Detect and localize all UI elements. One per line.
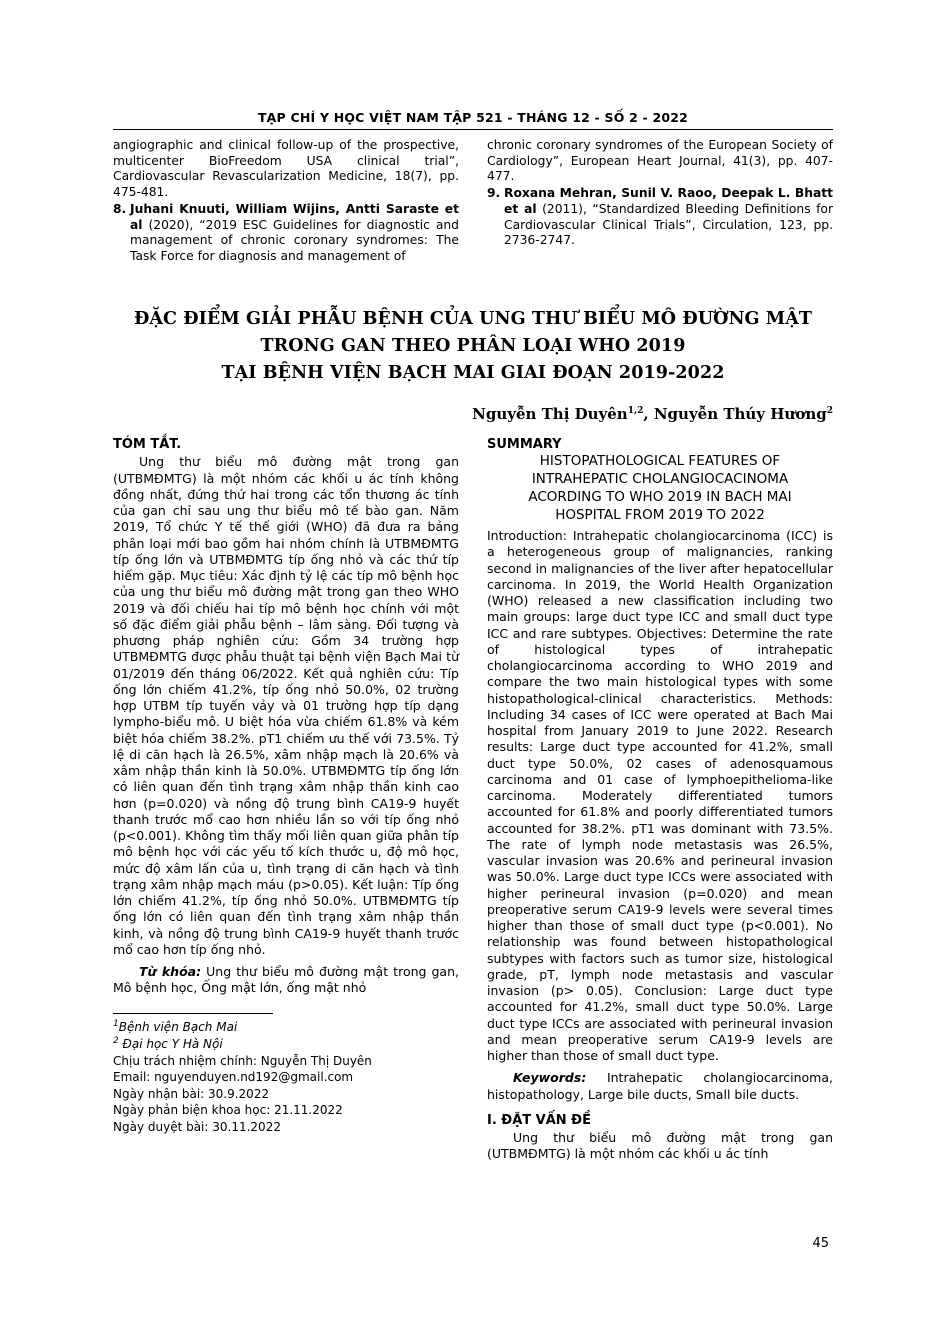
- section-intro-text: Ung thư biểu mô đường mật trong gan (UTBMĐMTG) là một nhóm các khối u ác tính: [487, 1129, 833, 1162]
- article-title-line-3: TẠI BỆNH VIỆN BẠCH MAI GIAI ĐOẠN 2019-2022: [221, 363, 725, 384]
- affiliation-1: [113, 1018, 459, 1036]
- abstract-en-body: [487, 528, 833, 1103]
- responsible-author: Chịu trách nhiệm chính: Nguyễn Thị Duyên: [113, 1053, 372, 1068]
- reference-continued: angiographic and clinical follow-up of the prospective, multicenter BioFreedom USA clinical trial”, Cardiovascular Revascularization Medicine, 18(7), pp. 475-481.: [113, 138, 459, 200]
- article-title: [113, 306, 833, 387]
- english-title-line-2: INTRAHEPATIC CHOLANGIOCACINOMA: [531, 471, 789, 488]
- reference-number: 9.: [487, 186, 501, 201]
- reference-continued: chronic coronary syndromes of the European Society of Cardiology”, European Heart Journal, 41(3), pp. 407-477.: [487, 138, 833, 184]
- running-head: TẠP CHÍ Y HỌC VIỆT NAM TẬP 521 - THÁNG 12 - SỐ 2 - 2022: [257, 110, 689, 125]
- author-1-name: Nguyễn Thị Duyên: [472, 405, 628, 424]
- english-title: [487, 453, 833, 525]
- affiliation-1-marker: 1: [113, 1018, 119, 1029]
- keywords-en-label: Keywords:: [513, 1070, 587, 1086]
- abstract-vi-body: [113, 454, 459, 996]
- page-number: 45: [812, 1236, 829, 1251]
- footnotes: [113, 1013, 459, 1136]
- reviewed-date: Ngày phản biện khoa học: 21.11.2022: [113, 1103, 343, 1118]
- received-date: Ngày nhận bài: 30.9.2022: [113, 1086, 270, 1101]
- article-title-line-2: TRONG GAN THEO PHÂN LOẠI WHO 2019: [260, 336, 686, 356]
- references-left-column: [113, 138, 459, 266]
- keywords-vi-text: Ung thư biểu mô đường mật trong gan, Mô bệnh học, Ống mật lớn, ống mật nhỏ: [113, 964, 459, 996]
- reference-authors: Juhani Knuuti, William Wijins, Antti Saraste et al: [130, 201, 459, 232]
- affiliation-2-text: Đại học Y Hà Nội: [118, 1037, 223, 1052]
- references-right-column: [487, 138, 833, 266]
- contact-email: Email: nguyenduyen.nd192@gmail.com: [113, 1070, 354, 1085]
- footnote-rule: [113, 1013, 273, 1014]
- reference-number: 8.: [113, 201, 127, 216]
- reference-rest: (2020), “2019 ESC Guidelines for diagnostic and management of chronic coronary syndromes: The Task Force for diagnosis and management of: [130, 217, 459, 264]
- english-title-line-3: ACORDING TO WHO 2019 IN BACH MAI: [528, 489, 792, 506]
- section-heading-intro: I. ĐẶT VẤN ĐỀ: [487, 1112, 591, 1128]
- reference-item: [487, 186, 833, 249]
- reference-authors: Roxana Mehran, Sunil V. Raoo, Deepak L. Bhatt et al: [504, 186, 833, 216]
- keywords-en: [487, 1070, 833, 1103]
- author-2-affiliation-marker: 2: [826, 406, 833, 417]
- abstract-en-paragraph: Introduction: Intrahepatic cholangiocarcinoma (ICC) is a heterogeneous group of malignancies, ranking second in malignancies of the liver after hepatocellular carcinoma. In 2019, the World Health Organization (WHO) released a new classification including two main groups: large duct type ICC and small duct type ICC and rare subtypes. Objectives: Determine the rate of histological types of intrahepatic cholangiocarcinoma according to WHO 2019 and compare the two main histological types with some histopathological-clinical characteristics. Methods: Including 34 cases of ICC were operated at Bach Mai hospital from January 2019 to June 2022. Research results: Large duct type accounted for 41.2%, small duct type 50.0%, 02 cases of adenosquamous carcinoma and 01 case of lymphoepithelioma-like carcinoma. Moderately differentiated tumors accounted for 61.8% and poorly differentiated tumors accounted for 38.2%. pT1 was dominant with 73.5%. The rate of lymph node metastasis was 26.5%, vascular invasion was 20.6% and perineural invasion was 50.0%. Large duct type ICCs were associated with higher perineural invasion (p=0.020) and mean preoperative serum CA19-9 levels were several times higher than those of small duct type (p<0.001). No relationship was found between histopathological subtypes with factors such as tumor size, histological grade, pT, lymph node metastasis and vascular invasion (p> 0.05). Conclusion: Large duct type accounted for 41.2%, small duct type 50.0%. Large duct type ICCs are associated with perineural invasion and mean preoperative serum CA19-9 levels are higher than those of small duct type.: [487, 528, 833, 1064]
- header-rule: [113, 129, 833, 130]
- article-title-line-1: ĐẶC ĐIỂM GIẢI PHẪU BỆNH CỦA UNG THƯ BIỂU MÔ ĐƯỜNG MẬT: [133, 308, 813, 329]
- abstract-vi-paragraph: Ung thư biểu mô đường mật trong gan (UTBMĐMTG) là một nhóm các khối u ác tính không đồng nhất, đứng thứ hai trong các tổn thương ác tính của gan chỉ sau ung thư biểu mô tế bào gan. Năm 2019, Tổ chức Y tế thế giới (WHO) đã đưa ra bảng phân loại mới bao gồm hai nhóm chính là UTBMĐMTG típ ống lớn và UTBMĐMTG típ ống nhỏ và các thứ típ hiếm gặp. Mục tiêu: Xác định tỷ lệ các típ mô bệnh học của ung thư biểu mô đường mật trong gan theo WHO 2019 và đối chiếu hai típ mô bệnh học chính với một số đặc điểm giải phẫu bệnh – lâm sàng. Đối tượng và phương pháp nghiên cứu: Gồm 34 trường hợp UTBMĐMTG được phẫu thuật tại bệnh viện Bạch Mai từ 01/2019 đến tháng 06/2022. Kết quả nghiên cứu: Típ ống lớn chiếm 41.2%, típ ống nhỏ 50.0%, 02 trường hợp UTBM típ tuyến vảy và 01 trường hợp típ dạng lympho-biểu mô. U biệt hóa vừa chiếm 61.8% và kém biệt hóa chiếm 38.2%. pT1 chiếm ưu thế với 73.5%. Tỷ lệ di căn hạch là 26.5%, xâm nhập mạch là 20.6% và xâm nhập thần kinh là 50.0%. UTBMĐMTG típ ống lớn có liên quan đến tình trạng xâm nhập thần kinh cao hơn (p=0.020) và nồng độ trung bình CA19-9 huyết thanh trước mổ cao hơn nhiều lần so với típ ống nhỏ (p<0.001). Không tìm thấy mối liên quan giữa phân típ mô bệnh học với các yếu tố kích thước u, độ mô học, mức độ xâm lấn của u, tình trạng di căn hạch và tình trạng xâm nhập mạch máu (p>0.05). Kết luận: Típ ống lớn chiếm 41.2%, típ ống nhỏ 50.0%. UTBMĐMTG típ ống lớn có liên quan đến tình trạng xâm nhập thần kinh, và nồng độ trung bình CA19-9 huyết thanh trước mổ cao hơn típ ống nhỏ.: [113, 454, 459, 957]
- affiliation-2: [113, 1035, 459, 1053]
- abstract-vi-column: [113, 437, 459, 1162]
- author-separator: ,: [643, 405, 654, 424]
- abstract-en-column: [487, 437, 833, 1162]
- keywords-en-text: Intrahepatic cholangiocarcinoma, histopathology, Large bile ducts, Small bile ducts.: [487, 1070, 833, 1102]
- affiliation-1-text: Bệnh viện Bạch Mai: [118, 1019, 238, 1034]
- reference-rest: (2011), “Standardized Bleeding Definitions for Cardiovascular Clinical Trials”, Circulation, 123, pp. 2736-2747.: [504, 201, 834, 248]
- page-content: [113, 110, 833, 1162]
- reference-text: [130, 202, 459, 265]
- author-1-affiliation-marker: 1,2: [627, 406, 644, 417]
- abstract-columns: [113, 437, 833, 1162]
- keywords-vi: [113, 964, 459, 997]
- english-title-line-4: HOSPITAL FROM 2019 TO 2022: [555, 507, 765, 524]
- abstract-vi-heading: TÓM TẮT.: [113, 437, 182, 453]
- affiliation-2-marker: 2: [113, 1036, 119, 1047]
- references-section: [113, 138, 833, 266]
- author-list: [113, 405, 833, 423]
- accepted-date: Ngày duyệt bài: 30.11.2022: [113, 1119, 281, 1134]
- summary-heading: SUMMARY: [487, 437, 562, 453]
- reference-text: [504, 186, 833, 249]
- reference-item: [113, 202, 459, 265]
- author-2-name: Nguyễn Thúy Hương: [653, 405, 827, 424]
- keywords-vi-label: Từ khóa:: [139, 964, 202, 979]
- english-title-line-1: HISTOPATHOLOGICAL FEATURES OF: [539, 453, 781, 470]
